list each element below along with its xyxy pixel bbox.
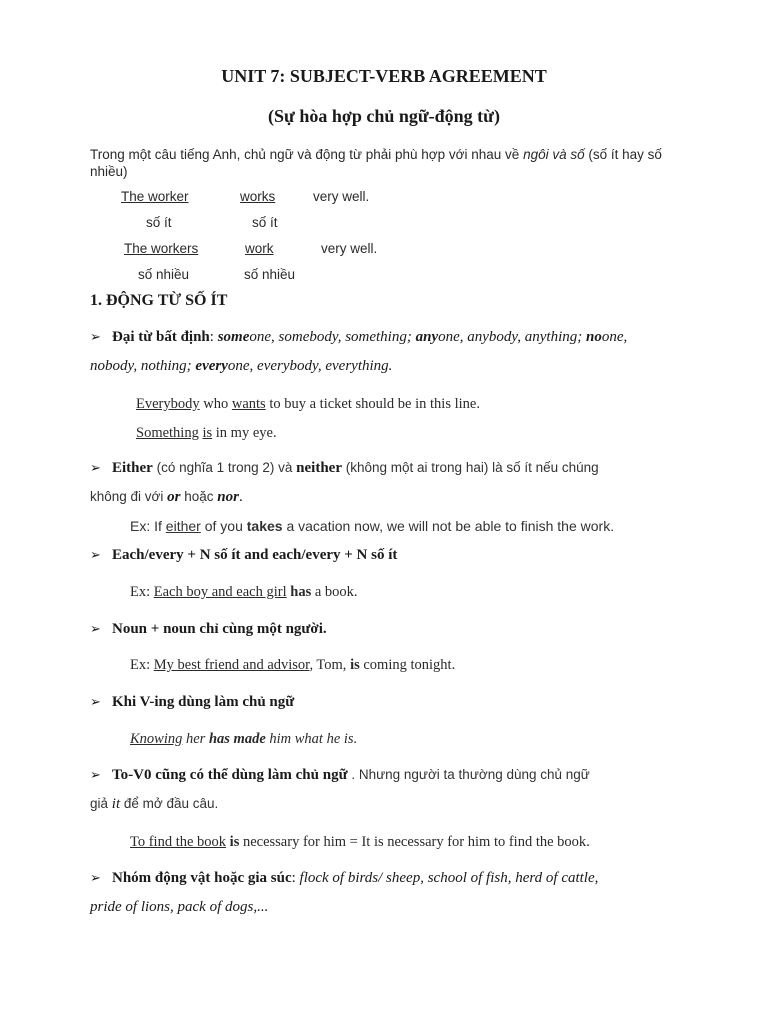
example-text: him what he is. — [265, 731, 358, 747]
intro-paragraph — [90, 146, 680, 180]
pronoun-list: one, anybody, anything; — [438, 329, 586, 345]
bullet-keyword: nor — [217, 489, 239, 505]
example-label-plural: số nhiều — [244, 267, 296, 282]
example-text: of you — [200, 518, 247, 534]
bullet-label: Đại từ bất định — [112, 329, 210, 345]
page-title: UNIT 7: SUBJECT-VERB AGREEMENT — [221, 66, 547, 86]
pronoun-list: one, everybody, everything. — [227, 358, 393, 374]
bullet-animal-groups — [90, 870, 598, 887]
bullet-ving-subject — [90, 694, 294, 711]
example-label-singular: số ít — [146, 215, 172, 230]
bullet-noun-noun — [90, 621, 327, 638]
example-verb-singular: works — [240, 189, 276, 204]
example-label-plural: số nhiều — [138, 267, 190, 282]
example-verb: has made — [208, 731, 266, 747]
pronoun-list: one, somebody, something; — [249, 329, 416, 345]
pronoun-prefix: any — [415, 329, 439, 345]
pronoun-list: one, — [601, 329, 628, 345]
bullet-label: To-V0 cũng có thể dùng làm chủ ngữ — [112, 767, 348, 783]
example-subject: My best friend and advisor — [153, 657, 310, 673]
bullet-text: (có nghĩa 1 trong 2) và — [152, 460, 297, 475]
pronoun-prefix: every — [195, 358, 228, 374]
example-prefix: Ex: — [130, 657, 154, 673]
example-text: her — [182, 731, 209, 747]
example-prefix: Ex: If — [130, 518, 166, 534]
example-verb: is — [229, 834, 240, 850]
example-subject-plural: The workers — [124, 241, 199, 256]
bullet-keyword: it — [111, 796, 121, 812]
bullet-continuation — [90, 796, 218, 813]
arrowhead-bullet-icon: ➢ — [90, 330, 101, 345]
example-verb: is — [202, 425, 213, 441]
section-heading: 1. ĐỘNG TỪ SỐ ÍT — [90, 292, 228, 309]
example-prefix: Ex: — [130, 584, 154, 600]
bullet-text: để mở đầu câu. — [120, 796, 219, 811]
pronoun-list: nobody, nothing; — [90, 358, 196, 374]
example-text: in my eye. — [212, 425, 277, 441]
bullet-text: không đi với — [90, 489, 168, 504]
example-verb: takes — [246, 518, 283, 534]
bullet-keyword: Either — [112, 460, 153, 476]
arrowhead-bullet-icon: ➢ — [90, 622, 101, 637]
example-verb: wants — [231, 396, 266, 412]
pronoun-prefix: some — [217, 329, 250, 345]
bullet-each-every — [90, 547, 397, 564]
arrowhead-bullet-icon: ➢ — [90, 695, 101, 710]
example-label-singular: số ít — [252, 215, 278, 230]
intro-text: Trong một câu tiếng Anh, chủ ngữ và động từ phải phù hợp với nhau về — [90, 147, 524, 162]
pronoun-prefix: no — [586, 329, 602, 345]
example-text: who — [199, 396, 232, 412]
bullet-colon: : — [209, 329, 218, 345]
example-sentence — [130, 657, 455, 674]
example-subject: Something — [136, 425, 199, 441]
example-subject: either — [165, 518, 201, 534]
example-text: coming tonight. — [359, 657, 456, 673]
intro-emphasis: ngôi và số — [523, 147, 585, 162]
bullet-colon: : — [291, 870, 300, 886]
bullet-text: (không một ai trong hai) là số ít nếu chúng — [342, 460, 599, 475]
bullet-text: . Nhưng người ta thường dùng chủ ngữ — [347, 767, 590, 782]
example-sentence — [130, 518, 614, 534]
intro-text-end: (số ít hay số nhiều) — [90, 147, 662, 179]
example-text: a vacation now, we will not be able to finish the work. — [282, 518, 615, 534]
example-subject-singular: The worker — [121, 189, 189, 204]
example-verb-plural: work — [245, 241, 274, 256]
bullet-label: Khi V-ing dùng làm chủ ngữ — [112, 694, 295, 710]
arrowhead-bullet-icon: ➢ — [90, 461, 101, 476]
arrowhead-bullet-icon: ➢ — [90, 768, 101, 783]
example-complement: very well. — [321, 241, 378, 256]
bullet-label: Nhóm động vật hoặc gia súc — [112, 870, 292, 886]
example-text: necessary for him = It is necessary for him to find the book. — [239, 834, 590, 850]
bullet-keyword: neither — [296, 460, 342, 476]
bullet-text: giả — [90, 796, 112, 811]
example-complement: very well. — [313, 189, 370, 204]
bullet-to-infinitive — [90, 767, 590, 784]
example-subject: Knowing — [130, 731, 183, 747]
bullet-continuation: pride of lions, pack of dogs,... — [90, 899, 269, 915]
bullet-either-neither — [90, 460, 599, 477]
arrowhead-bullet-icon: ➢ — [90, 871, 101, 886]
bullet-continuation — [90, 358, 392, 375]
example-text: , Tom, — [309, 657, 351, 673]
bullet-label: Noun + noun chỉ cùng một người. — [112, 621, 327, 637]
arrowhead-bullet-icon: ➢ — [90, 548, 101, 563]
example-text: a book. — [311, 584, 358, 600]
bullet-text: flock of birds/ sheep, school of fish, herd of cattle, — [299, 870, 599, 886]
example-sentence — [130, 731, 357, 748]
bullet-text: . — [238, 489, 243, 505]
bullet-label: Each/every + N số ít and each/every + N số ít — [112, 547, 398, 563]
bullet-continuation — [90, 489, 243, 506]
bullet-text: hoặc — [180, 489, 218, 504]
bullet-keyword: or — [167, 489, 181, 505]
page-subtitle: (Sự hòa hợp chủ ngữ-động từ) — [268, 106, 500, 126]
example-verb: has — [290, 584, 312, 600]
example-sentence — [130, 584, 358, 601]
bullet-indefinite-pronouns — [90, 329, 627, 346]
example-subject: Everybody — [136, 396, 200, 412]
example-text: to buy a ticket should be in this line. — [265, 396, 480, 412]
example-verb: is — [350, 657, 360, 673]
example-subject: Each boy and each girl — [153, 584, 287, 600]
example-subject: To find the book — [130, 834, 227, 850]
example-sentence — [136, 425, 277, 442]
example-sentence — [130, 834, 590, 851]
example-sentence — [136, 396, 480, 413]
